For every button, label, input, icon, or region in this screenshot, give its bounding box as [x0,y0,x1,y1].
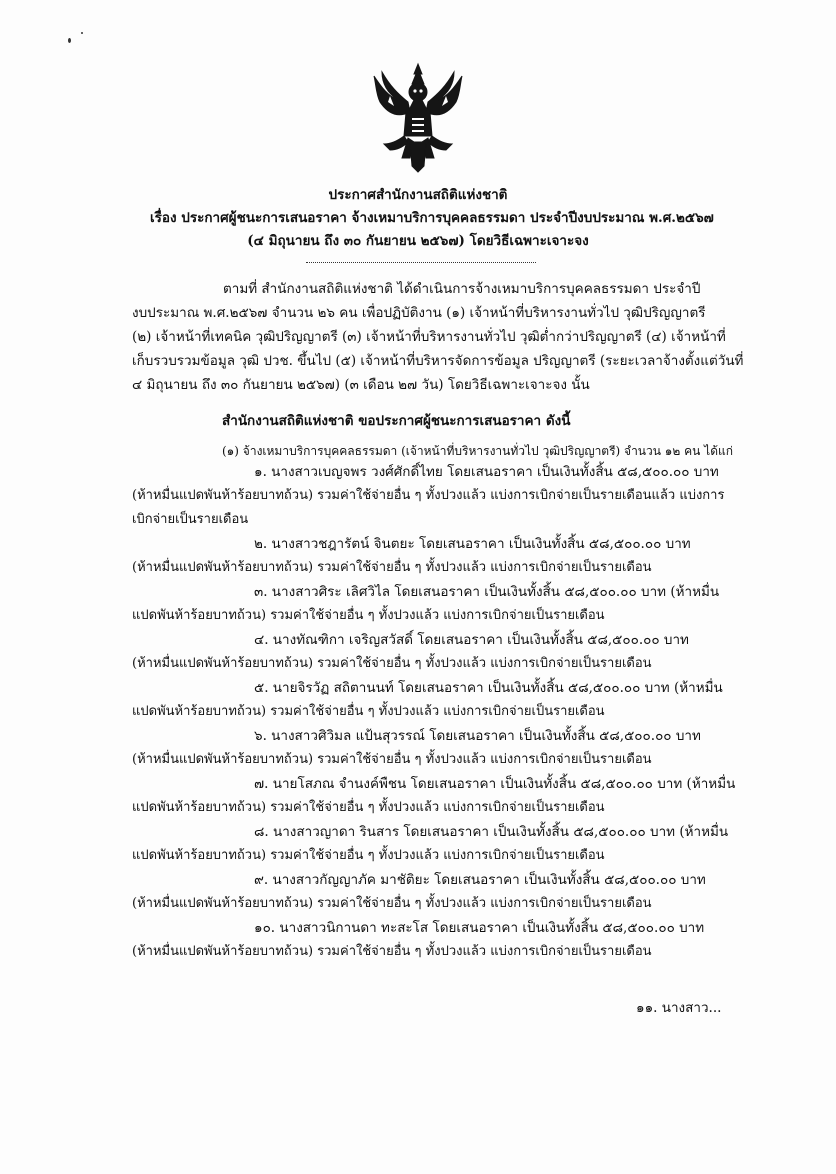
winner-detail: (ห้าหมื่นแปดพันห้าร้อยบาทถ้วน) รวมค่าใช้จ่ายอื่น ๆ ทั้งปวงแล้ว แบ่งการเบิกจ่ายเป็นรายเดือน [132,944,652,959]
winner-item [132,724,704,772]
intro-line: งบประมาณ พ.ศ.๒๕๖๗ จำนวน ๒๖ คน เพื่อปฏิบัติงาน (๑) เจ้าหน้าที่บริหารงานทั่วไป วุฒิปริญญาตรี [132,305,706,321]
winner-line: ๗. นายโสภณ จำนงค์พืชน โดยเสนอราคา เป็นเงินทั้งสิ้น ๕๘,๕๐๐.๐๐ บาท (ห้าหมื่น [254,776,736,792]
document-subject-line1: เรื่อง ประกาศผู้ชนะการเสนอราคา จ้างเหมาบริการบุคคลธรรมดา ประจำปีงบประมาณ พ.ศ.๒๕๖๗ [150,210,714,226]
winner-item [132,820,729,868]
winner-item [132,460,725,532]
dotted-divider [306,262,536,263]
intro-line: เก็บรวบรวมข้อมูล วุฒิ ปวช. ขึ้นไป (๕) เจ้าหน้าที่บริหารจัดการข้อมูล ปริญญาตรี (ระยะเวลาจ้างตั้งแต่วันที่ [132,353,744,369]
winner-detail: (ห้าหมื่นแปดพันห้าร้อยบาทถ้วน) รวมค่าใช้จ่ายอื่น ๆ ทั้งปวงแล้ว แบ่งการเบิกจ่ายเป็นรายเดือน [132,656,652,671]
scan-speck [68,38,71,43]
winner-detail: แปดพันห้าร้อยบาทถ้วน) รวมค่าใช้จ่ายอื่น ๆ ทั้งปวงแล้ว แบ่งการเบิกจ่ายเป็นรายเดือน [132,608,605,623]
document-subject-line2: (๔ มิถุนายน ถึง ๓๐ กันยายน ๒๕๖๗) โดยวิธีเฉพาะเจาะจง [247,233,589,249]
winner-detail: (ห้าหมื่นแปดพันห้าร้อยบาทถ้วน) รวมค่าใช้จ่ายอื่น ๆ ทั้งปวงแล้ว แบ่งการเบิกจ่ายเป็นรายเดือนแล้ว แบ่งการ [132,488,725,503]
winner-item [132,868,704,916]
winner-line: ๖. นางสาวศิวิมล แป้นสุวรรณ์ โดยเสนอราคา เป็นเงินทั้งสิ้น ๕๘,๕๐๐.๐๐ บาท [254,728,701,744]
winner-detail: แปดพันห้าร้อยบาทถ้วน) รวมค่าใช้จ่ายอื่น ๆ ทั้งปวงแล้ว แบ่งการเบิกจ่ายเป็นรายเดือน [132,704,605,719]
intro-line: ตามที่ สำนักงานสถิติแห่งชาติ ได้ดำเนินการจ้างเหมาบริการบุคคลธรรมดา ประจำปี [223,281,701,297]
winner-detail: (ห้าหมื่นแปดพันห้าร้อยบาทถ้วน) รวมค่าใช้จ่ายอื่น ๆ ทั้งปวงแล้ว แบ่งการเบิกจ่ายเป็นรายเดือน [132,896,652,911]
group-heading: (๑) จ้างเหมาบริการบุคคลธรรมดา (เจ้าหน้าที่บริหารงานทั่วไป วุฒิปริญญาตรี) จำนวน ๑๒ คน ได้แก่ [222,444,733,458]
winner-item [132,628,704,676]
document-title: ประกาศสำนักงานสถิติแห่งชาติ [328,187,508,203]
intro-line: (๒) เจ้าหน้าที่เทคนิค วุฒิปริญญาตรี (๓) เจ้าหน้าที่บริหารงานทั่วไป วุฒิต่ำกว่าปริญญาตรี (๔) เจ้าหน้าที่ [132,329,726,345]
winner-item [132,772,736,820]
winner-line: ๕. นายจิรวัฏ สถิตานนท์ โดยเสนอราคา เป็นเงินทั้งสิ้น ๕๘,๕๐๐.๐๐ บาท (ห้าหมื่น [254,680,723,696]
scan-speck [81,32,83,34]
winner-line: ๙. นางสาวกัญญาภัค มาชัติยะ โดยเสนอราคา เป็นเงินทั้งสิ้น ๕๘,๕๐๐.๐๐ บาท [254,872,706,888]
winner-item [132,676,723,724]
continuation-marker: ๑๑. นางสาว... [636,1000,722,1016]
winner-detail: แปดพันห้าร้อยบาทถ้วน) รวมค่าใช้จ่ายอื่น ๆ ทั้งปวงแล้ว แบ่งการเบิกจ่ายเป็นรายเดือน [132,800,605,815]
winner-item [132,580,720,628]
intro-line: ๔ มิถุนายน ถึง ๓๐ กันยายน ๒๕๖๗) (๓ เดือน ๒๗ วัน) โดยวิธีเฉพาะเจาะจง นั้น [132,377,590,393]
garuda-emblem [368,62,468,174]
winner-detail: เบิกจ่ายเป็นรายเดือน [132,512,249,527]
winner-line: ๓. นางสาวศิระ เลิศวิไล โดยเสนอราคา เป็นเงินทั้งสิ้น ๕๘,๕๐๐.๐๐ บาท (ห้าหมื่น [254,584,720,600]
winner-item [132,532,704,580]
announcement-heading: สำนักงานสถิติแห่งชาติ ขอประกาศผู้ชนะการเสนอราคา ดังนี้ [222,413,571,429]
winner-line: ๒. นางสาวชฎารัตน์ จินตยะ โดยเสนอราคา เป็นเงินทั้งสิ้น ๕๘,๕๐๐.๐๐ บาท [254,536,691,552]
winner-line: ๑. นางสาวเบญจพร วงศ์ศักดิ์ไทย โดยเสนอราคา เป็นเงินทั้งสิ้น ๕๘,๕๐๐.๐๐ บาท [254,464,719,480]
winner-item [132,916,704,964]
winner-line: ๑๐. นางสาวนิกานดา ทะสะโส โดยเสนอราคา เป็นเงินทั้งสิ้น ๕๘,๕๐๐.๐๐ บาท [254,920,705,936]
winner-detail: (ห้าหมื่นแปดพันห้าร้อยบาทถ้วน) รวมค่าใช้จ่ายอื่น ๆ ทั้งปวงแล้ว แบ่งการเบิกจ่ายเป็นรายเดือน [132,752,652,767]
winner-line: ๘. นางสาวญาดา รินสาร โดยเสนอราคา เป็นเงินทั้งสิ้น ๕๘,๕๐๐.๐๐ บาท (ห้าหมื่น [254,824,729,840]
winner-detail: แปดพันห้าร้อยบาทถ้วน) รวมค่าใช้จ่ายอื่น ๆ ทั้งปวงแล้ว แบ่งการเบิกจ่ายเป็นรายเดือน [132,848,605,863]
winner-detail: (ห้าหมื่นแปดพันห้าร้อยบาทถ้วน) รวมค่าใช้จ่ายอื่น ๆ ทั้งปวงแล้ว แบ่งการเบิกจ่ายเป็นรายเดือน [132,560,652,575]
winner-line: ๔. นางทัณฑิกา เจริญสวัสดิ์ โดยเสนอราคา เป็นเงินทั้งสิ้น ๕๘,๕๐๐.๐๐ บาท [254,632,689,648]
intro-paragraph [132,277,744,397]
